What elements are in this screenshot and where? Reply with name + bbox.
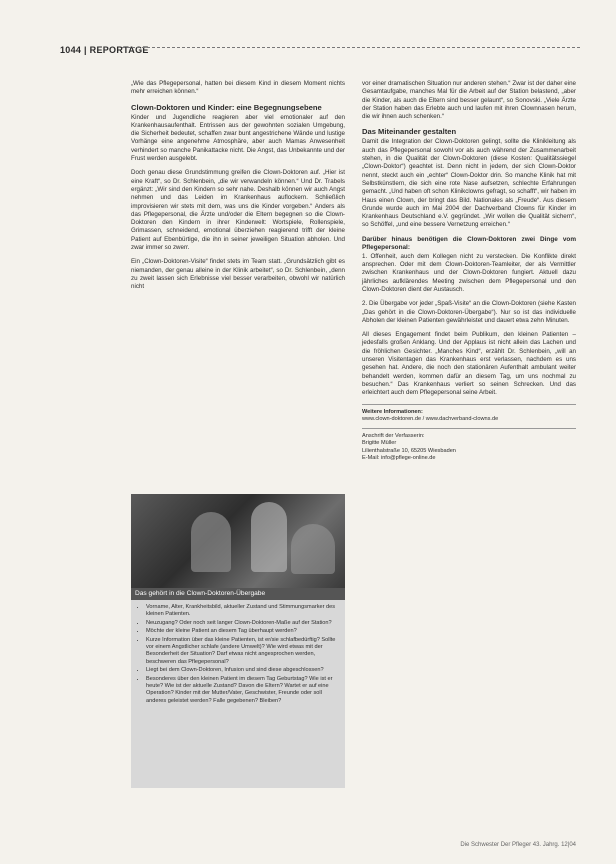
author-label: Anschrift der Verfasserin: <box>362 432 425 439</box>
author-email[interactable]: E-Mail: info@pflege-online.de <box>362 455 436 461</box>
section-heading: Clown-Doktoren und Kinder: eine Begegnungsebene <box>131 102 322 112</box>
divider <box>362 404 576 405</box>
divider <box>362 428 576 429</box>
box-item: • Vorname, Alter, Krankheitsbild, aktueller Zustand und Stimmungsmarker des kleinen Patienten. <box>146 604 339 619</box>
paragraph: All dieses Engagement findet beim Publikum, den kleinen Patienten – jedesfalls großen Anklang. Und der Applaus ist nicht allein das Lachen und die fröhlichen Gesichter. „Manches Kind“, erzählt Dr. Schlenbein, „will an unseren Visitentagen das Krankenhaus erst verlassen, nachdem es uns gesehen hat. Andere, die noch den stationären Aufenthalt ambulant weiter behandelt werden, kommen dafür an diesem Tag, um uns nochmal zu besuchen.“ Das Krankenhaus verliert so seinen Schrecken. Und das erleichtert auch dem Pflegepersonal seine Arbeit. <box>362 331 576 397</box>
paragraph: Ein „Clown-Doktoren-Visite“ findet stets im Team statt. „Grundsätzlich gibt es niemanden, der genau alleine in der Klinik arbeitet“, so Dr. Schlenbein, „denn zu zweit lassen sich Erlebnisse viel besser verarbeiten, obwohl wir natürlich nicht <box>131 258 345 291</box>
paragraph: Kinder und Jugendliche reagieren aber viel emotionaler auf den Krankenhausaufenthalt. Entrissen aus der gewohnten sozialen Umgebung, die Sicherheit bedeutet, schaffen zwar bunt angestrichene Wände und lustige Vorhänge eine angenehme Atmosphäre, aber auch Mamas Anwesenheit verhindert so manche Panikattacke nicht. Die Angst, das Unbekannte und der Frust werden ausgelebt. <box>131 113 345 163</box>
right-column <box>362 80 576 463</box>
box-title: Das gehört in die Clown-Doktoren-Übergabe <box>131 588 345 600</box>
section-heading: Das Miteinander gestalten <box>362 127 457 137</box>
paragraph: vor einer dramatischen Situation nur anderen stehen.“ Zwar ist der daher eine Gesamtaufgabe, manches Mal für die Arbeit auf der Station belastend, „aber die Kinder, als auch die Eltern sind besser gelaunt“, so Sonovski. „Viele Ärzte der Station haben das Erlebte auch und laufen mit ihren Clownnasen herum, die wir ihnen auch schenken.“ <box>362 80 576 121</box>
header-rule <box>122 47 580 49</box>
box-list <box>137 604 339 705</box>
more-info-links[interactable]: www.clown-doktoren.de / www.dachverband-clowns.de <box>362 416 499 422</box>
photo-figure <box>251 502 287 572</box>
box-item: • Möchte der kleine Patient an diesem Tag überhaupt werden? <box>146 628 339 635</box>
box-item: • Besonderes über den kleinen Patient im diesem Tag Geburtstag? Wie ist er heute? Wie ist der aktuelle Zustand? Davon die Eltern? Wartet er auf eine Operation? Kinder mit der Mutter/Vater, Geschwister, Freunde oder soll anderes geleistet werden? Falle gegebenen? Bleiben? <box>146 676 339 706</box>
box-item: • Neuzugang? Oder noch seit langer Clown-Doktoren-Maße auf der Station? <box>146 620 339 627</box>
box-item: • Liegt bei dem Clown-Doktoren, Infusion und sind diese abgeschlossen? <box>146 667 339 674</box>
info-box <box>131 600 345 788</box>
list-paragraph: 2. Die Übergabe vor jeder „Spaß-Visite“ an die Clown-Doktoren (siehe Kasten „Das gehört in die Clown-Doktoren-Übergabe“). Nur so ist das individuelle Abholen der kleinen Patienten gewährleistet und dauert etwa zehn Minuten. <box>362 300 576 324</box>
more-info-label: Weitere Informationen: <box>362 408 423 415</box>
article-photo <box>131 494 345 588</box>
page-footer: Die Schwester Der Pfleger 43. Jahrg. 12|04 <box>460 842 576 848</box>
page-header <box>60 40 580 54</box>
intro-quote: „Wie das Pflegepersonal, hatten bei diesem Kind in diesem Moment nichts mehr erreichen können.“ <box>131 80 345 96</box>
subheading: Darüber hinaus benötigen die Clown-Doktoren zwei Dinge vom Pflegepersonal: <box>362 235 576 251</box>
box-item: • Kurze Information über das kleine Patienten, ist er/sie schlafbedürftig? Sollte vor einem Angstlicher schlafe (andere Umwelt)? Wie wird etwas mit der Besonderheit der Situation? Darf etwas nicht angesprochen werden, beschweren das Pflegepersonal? <box>146 637 339 667</box>
photo-figure <box>291 524 335 574</box>
author-address: Lilienthalstraße 10, 65205 Wiesbaden <box>362 447 456 454</box>
photo-figure <box>191 512 231 572</box>
paragraph: Damit die Integration der Clown-Doktoren gelingt, sollte die Klinikleitung als auch das Pflegepersonal sowohl vor als auch während der Zusammenarbeit stehen, in die Qualität der Clown-Doktoren (diese Kosten: Qualitätssiegel „Clown-Doktor“) geachtet ist. Denn nicht in jedem, der sich Clown-Doktor nennt, steckt auch ein „echter“ Clown-Doktor drin. So manche Klinik hat mit Selbstkünstlern, die sich eine rote Nase aufsetzen, schlechte Erfahrungen gemacht. „Und haben oft schon Klinikclowns gefragt, so schafft“, wir haben im Haus einen Clown, der bringt das Bild. Nationales als „Freude“. Aus diesem Grunde wurde auch im Mai 2004 der Dachverband Clowns für Kinder im Krankenhaus Deutschland e.V. gegründet. „Wir wollen die Qualität sichern“, so Schöffel, „und eine bessere Vernetzung erreichen.“ <box>362 138 576 229</box>
paragraph: Doch genau diese Grundstimmung greifen die Clown-Doktoren auf. „Hier ist eine Kraft“, so Dr. Schlenbein, „die wir verwandeln können.“ Und Dr. Trabels ergänzt: „Wir sind den Kindern so sehr nahe. Deshalb können wir auch Angst nehmen und das Leiden im Krankenhaus auflockern. Schließlich improvisieren wir stets mit dem, was uns die Kinder vorgeben.“ Anders als das Pflegepersonal, die Ärzte und/oder die Eltern begegnen so die Clown-Doktoren den Kindern in ihrer Kinderwelt: Wortspiele, Rollenspiele, Grimassen, schneidend, emotional überziehen reagierend trifft der kleine Patient auf Ebenbürtige, die ihn in seiner jeweiligen Situation abholen. Und zwar immer so zwerr. <box>131 169 345 252</box>
list-paragraph: 1. Offenheit, auch dem Kollegen nicht zu verstecken. Die Konflikte direkt ansprechen. Oder mit dem Clown-Doktoren-Teamleiter, der als Vermittler zwischen Krankenhaus und der Clown-Doktoren fungiert. Aktuell dazu jährliches aufklärendes Meeting zwischen dem Pflegepersonal und den Clown-Doktoren dient der Austausch. <box>362 252 576 293</box>
author-name: Brigitte Müller <box>362 440 397 446</box>
page-label: 1044 | REPORTAGE <box>60 45 149 55</box>
left-column <box>131 80 345 298</box>
